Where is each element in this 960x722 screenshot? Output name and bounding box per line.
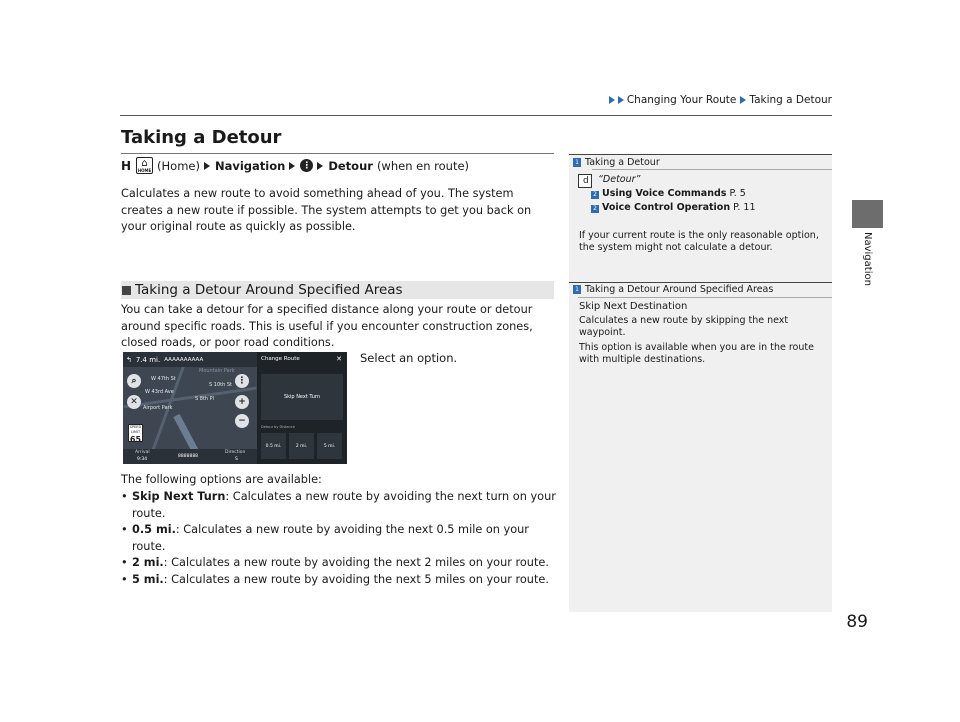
section-heading	[121, 281, 554, 299]
breadcrumb	[609, 94, 832, 106]
street-label: S 8th Pl	[195, 396, 215, 402]
breadcrumb-arrow-icon	[609, 96, 615, 104]
home-icon: ⌂ HOME	[137, 157, 152, 173]
street-label: W 47th St	[151, 376, 176, 382]
path-arrow-icon	[204, 162, 210, 170]
zoom-out-icon[interactable]: −	[235, 414, 249, 428]
cross-reference[interactable]: 2 Using Voice Commands P. 5	[591, 188, 746, 200]
home-button-icon: H	[121, 158, 132, 173]
list-item: • 0.5 mi.: Calculates a new route by avoiding the next 0.5 mile on your route.	[121, 523, 529, 553]
cross-reference[interactable]: 2 Voice Control Operation P. 11	[591, 202, 756, 214]
detour-label: Detour	[328, 158, 373, 173]
page-title: Taking a Detour	[121, 127, 282, 148]
map-view	[123, 352, 257, 464]
menu-icon: ⋮	[302, 160, 312, 171]
title-divider	[121, 153, 554, 154]
sidebar	[569, 154, 832, 612]
note-title: Taking a Detour	[585, 157, 660, 168]
list-item: • 2 mi.: Calculates a new route by avoiding the next 2 miles on your route.	[121, 556, 549, 569]
intro-paragraph: Calculates a new route to avoid something ahead of you. The system creates a new route if possible. The system attempts to get you back on your original route as quickly as possible.	[121, 187, 532, 233]
speed-limit-sign: SPEED LIMIT 65	[129, 425, 142, 444]
breadcrumb-arrow-icon	[740, 96, 746, 104]
direction-value: S	[235, 457, 238, 462]
detour-option-button[interactable]: 0.5 mi.	[261, 433, 286, 459]
header-divider	[120, 115, 832, 116]
arrival-label: Arrival	[135, 450, 150, 455]
bottom-value: 8888888	[178, 454, 199, 459]
distance-label: 7.4 mi.	[135, 355, 161, 364]
note-subtitle: Skip Next Destination	[579, 301, 688, 312]
direction-label: Direction	[225, 450, 246, 455]
navigation-screenshot	[123, 352, 347, 464]
breadcrumb-arrow-icon	[618, 96, 624, 104]
reference-icon: 2	[591, 205, 599, 213]
search-icon[interactable]: ⌕	[127, 374, 141, 388]
menu-path	[121, 157, 469, 174]
turn-arrow-icon: ↰	[126, 355, 132, 364]
list-item: • Skip Next Turn: Calculates a new route by avoiding the next turn on your route.	[121, 490, 556, 520]
note-heading	[573, 157, 660, 168]
note-title: Taking a Detour Around Specified Areas	[585, 284, 774, 295]
street-label: W 43rd Ave	[145, 389, 174, 395]
breadcrumb-item[interactable]: Taking a Detour	[749, 94, 832, 106]
close-icon[interactable]: ✕	[127, 395, 141, 409]
section-tab-label: Navigation	[862, 232, 873, 286]
street-label: Mountain Park	[199, 368, 235, 374]
list-item: • 5 mi.: Calculates a new route by avoiding the next 5 miles on your route.	[121, 572, 549, 586]
sidebar-divider	[569, 282, 832, 283]
options-list	[121, 489, 561, 588]
panel-title: Change Route	[261, 356, 300, 362]
street-label: Airport Park	[143, 405, 173, 411]
arrival-value: 9:34	[137, 457, 148, 462]
note-divider	[578, 297, 832, 298]
street-bar: AAAAAAAAAA	[164, 356, 204, 363]
map-bottom-bar	[123, 449, 257, 464]
navigation-label: Navigation	[214, 158, 286, 173]
close-icon[interactable]: ✕	[336, 355, 342, 363]
breadcrumb-item[interactable]: Changing Your Route	[626, 94, 737, 106]
section-paragraph: You can take a detour for a specified distance along your route or detour around specific roads. This is useful if you encounter construction zones, closed roads, or poor road conditions.	[121, 303, 533, 349]
street-label: S 10th St	[209, 382, 232, 388]
detour-by-distance-label: Detour by Distance	[261, 425, 295, 429]
zoom-in-icon[interactable]: +	[235, 395, 249, 409]
path-suffix: (when en route)	[376, 158, 470, 173]
options-intro: The following options are available:	[121, 473, 322, 486]
home-label: (Home)	[157, 158, 200, 173]
menu-icon[interactable]: ⋮	[235, 374, 249, 388]
map-top-bar	[123, 352, 257, 367]
skip-next-turn-button[interactable]: Skip Next Turn	[261, 374, 343, 420]
section-square-icon	[122, 286, 131, 295]
voice-command-icon: d	[578, 174, 592, 188]
note-icon: 1	[573, 158, 581, 167]
path-arrow-icon	[317, 162, 323, 170]
section-tab-marker	[852, 200, 883, 228]
note-divider	[592, 169, 832, 170]
note-text: This option is available when you are in the route with multiple destinations.	[579, 342, 814, 365]
detour-option-button[interactable]: 5 mi.	[317, 433, 342, 459]
sidebar-divider	[569, 154, 832, 155]
select-instruction: Select an option.	[360, 351, 458, 365]
note-icon: 1	[573, 285, 581, 294]
page-number: 89	[846, 612, 868, 632]
voice-command: “Detour”	[598, 174, 641, 185]
detour-option-button[interactable]: 2 mi.	[289, 433, 314, 459]
reference-icon: 2	[591, 191, 599, 199]
path-arrow-icon	[289, 162, 295, 170]
section-title: Taking a Detour Around Specified Areas	[135, 282, 403, 298]
note-heading	[573, 284, 773, 295]
note-text: If your current route is the only reasonable option, the system might not calculate a detour.	[579, 230, 819, 253]
note-text: Calculates a new route by skipping the next waypoint.	[579, 315, 789, 338]
section-tab[interactable]	[852, 226, 883, 296]
change-route-panel	[257, 352, 347, 464]
